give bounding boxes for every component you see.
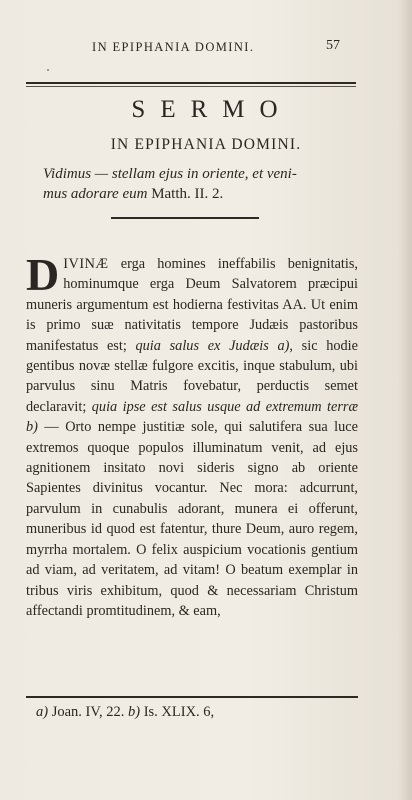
footnote-b-text: Is. XLIX. 6,	[140, 704, 215, 720]
footnote-rule	[26, 696, 358, 698]
running-header	[0, 38, 412, 58]
body-text-2: , sic hodie gentibus novæ stellæ fulgore excitis, inque stabulum, ubi parvulus sinu Matris fovebatur, perductis semet declaravit;	[26, 337, 358, 415]
header-rule-thin	[26, 86, 356, 87]
drop-cap: D	[26, 249, 60, 300]
sermon-title: SERMO	[131, 96, 293, 123]
footnote-a-mark: a)	[36, 704, 49, 720]
footnote-a-text: Joan. IV, 22.	[48, 704, 128, 720]
body-paragraph	[26, 249, 358, 621]
opening-word: IVINÆ	[63, 256, 109, 272]
body-citation-2: quia ipse est salus usque ad extremum terræ b)	[26, 398, 358, 436]
epigraph-reference: Matth. II. 2.	[147, 186, 224, 202]
section-rule	[111, 217, 259, 219]
header-rule-thick	[26, 82, 356, 84]
epigraph	[43, 164, 363, 204]
footnotes	[36, 704, 214, 721]
sermon-subtitle: IN EPIPHANIA DOMINI.	[110, 136, 302, 153]
running-title: IN EPIPHANIA DOMINI.	[92, 40, 255, 54]
epigraph-line-2: mus adorare eum	[43, 186, 148, 202]
page-number: 57	[326, 38, 340, 53]
body-citation-1: quia salus ex Judæis a)	[135, 337, 290, 354]
epigraph-line-1: Vidimus — stellam ejus in oriente, et veni-	[43, 166, 297, 182]
ornament-rule	[44, 64, 354, 76]
footnote-b-mark: b)	[127, 704, 141, 720]
body-text-3: — Orto nempe justitiæ sole, qui salutifera sua luce extremos quoque populos illuminatum venit, ad ejus agnitionem insitato novi sideris signo ab oriente Sapientes divinitus vocantur. Nec mora: adcurrunt, parvulum in cunabulis adorant, munera ei offerunt, muneribus id quod est fatentur, thure Deum, auro regem, myrrha mortalem. O felix auspicium vocationis gentium ad viam, ad veritatem, ad vitam! O beatum exemplar in tribus viris exhibitum, quod & necessariam Christum affectandi promtitudinem, & eam,	[26, 419, 358, 619]
body-text-1: erga homines ineffabilis benignitatis, hominumque erga Deum Salvatorem præcipui muneris argumentum est hodierna festivitas AA. Ut enim is primo suæ nativitatis tempore Judæis pastoribus manifestatus est;	[26, 256, 358, 354]
